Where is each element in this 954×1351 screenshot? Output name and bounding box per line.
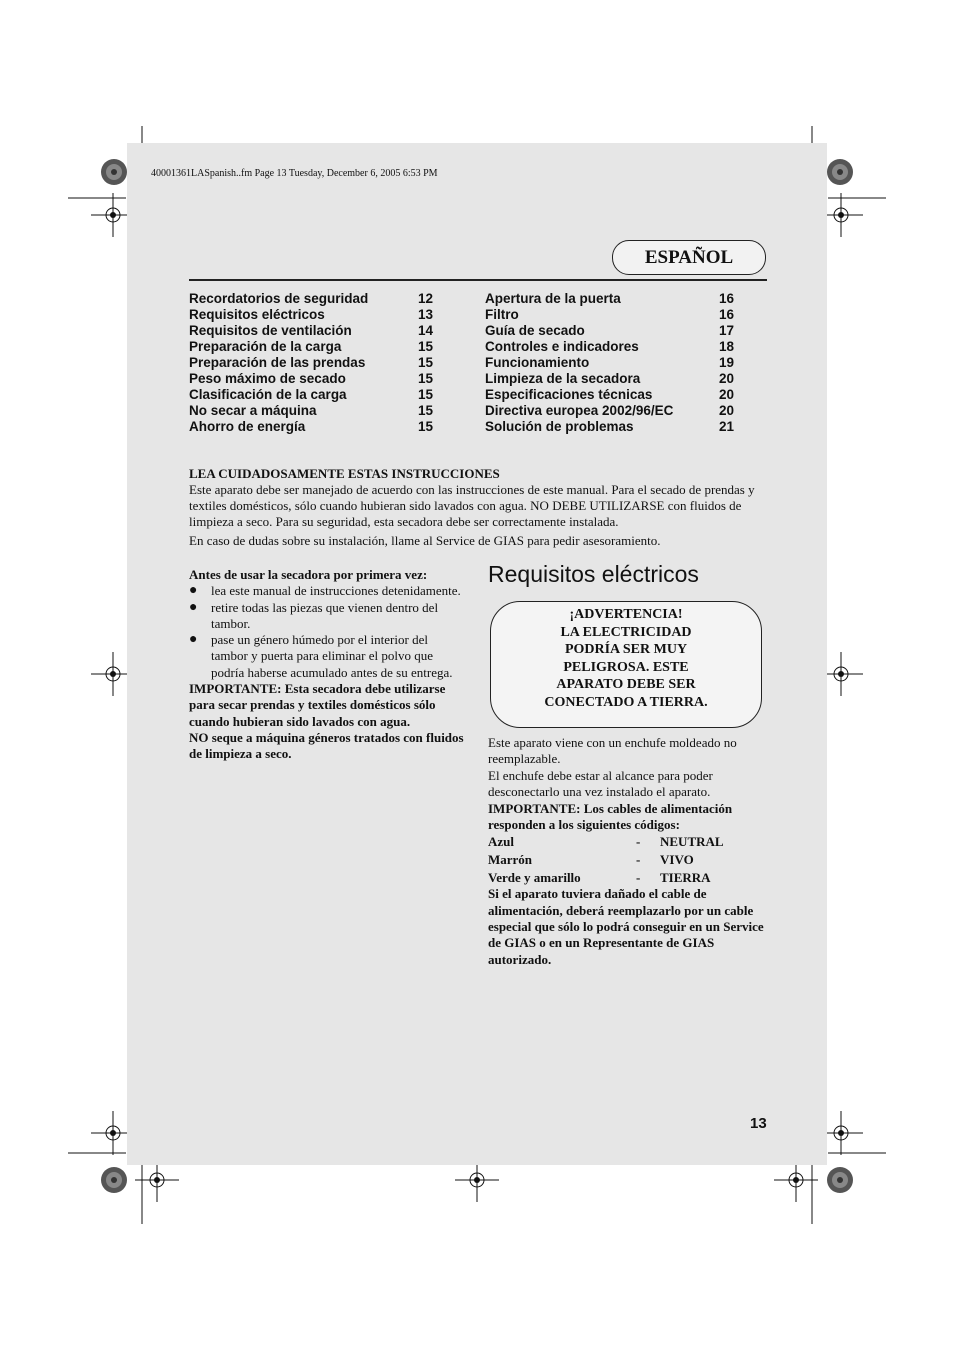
warning-line: ¡ADVERTENCIA! <box>569 607 683 622</box>
important-note: IMPORTANTE: Esta secadora debe utilizarse para secar prendas y textiles domésticos sólo cuando hubieran sido lavados con agua. <box>189 681 446 729</box>
cable-dash: - <box>636 834 641 850</box>
toc-entry-label: Peso máximo de secado <box>189 371 346 386</box>
toc-entry-label: Directiva europea 2002/96/EC <box>485 403 674 418</box>
toc-entry-label: Filtro <box>485 307 519 322</box>
page-number: 13 <box>750 1115 767 1132</box>
language-badge: ESPAÑOL <box>612 240 766 275</box>
toc-entry-page: 16 <box>719 291 735 306</box>
plug-access-paragraph: El enchufe debe estar al alcance para poder desconectarlo una vez instalado el aparato. <box>488 767 713 800</box>
toc-entry-page: 20 <box>719 403 735 418</box>
bullet-item <box>189 600 465 633</box>
cable-meaning: TIERRA <box>660 869 711 885</box>
toc-entry-page: 15 <box>418 387 434 402</box>
toc-entry-page: 20 <box>719 387 735 402</box>
bullet-item <box>189 632 465 681</box>
cable-code-row <box>488 851 768 869</box>
toc-entry-label: Requisitos de ventilación <box>189 323 352 338</box>
toc-entry-page: 15 <box>418 371 434 386</box>
toc-entry-page: 15 <box>418 419 434 434</box>
toc-entry-page: 19 <box>719 355 735 370</box>
intro-body <box>189 482 767 549</box>
toc-entry[interactable] <box>189 307 433 323</box>
bullet-icon: ● <box>189 583 198 599</box>
toc-entry[interactable] <box>485 403 734 419</box>
toc-entry-label: Controles e indicadores <box>485 339 639 354</box>
intro-paragraph: En caso de dudas sobre su instalación, llame al Service de GIAS para pedir asesoramiento. <box>189 533 661 548</box>
cable-color: Marrón <box>488 852 533 868</box>
warning-line: CONECTADO A TIERRA. <box>544 694 708 710</box>
electrical-section <box>488 735 768 968</box>
toc-entry-page: 14 <box>418 323 434 338</box>
toc-entry[interactable] <box>189 323 433 339</box>
toc-entry[interactable] <box>189 371 433 387</box>
toc-entry-page: 18 <box>719 339 735 354</box>
toc-entry[interactable] <box>485 307 734 323</box>
toc-entry-label: Preparación de las prendas <box>189 355 366 370</box>
cable-code-row <box>488 833 768 851</box>
header-rule <box>189 279 767 281</box>
warning-box <box>490 601 762 728</box>
toc-entry-page: 15 <box>418 339 434 354</box>
toc-entry-label: Preparación de la carga <box>189 339 342 354</box>
toc-entry-page: 15 <box>418 403 434 418</box>
cable-code-row <box>488 869 768 887</box>
toc-entry-label: No secar a máquina <box>189 403 317 418</box>
dry-clean-warning: NO seque a máquina géneros tratados con fluidos de limpieza a seco. <box>189 729 464 762</box>
file-info-header: 40001361LASpanish..fm Page 13 Tuesday, December 6, 2005 6:53 PM <box>151 168 438 179</box>
first-use-section <box>189 567 465 763</box>
bullet-icon: ● <box>189 599 198 615</box>
toc-entry[interactable] <box>189 387 433 403</box>
toc-entry[interactable] <box>189 355 433 371</box>
toc-entry-page: 17 <box>719 323 735 338</box>
cable-color: Azul <box>488 834 514 850</box>
plug-paragraph: Este aparato viene con un enchufe moldeado no reemplazable. <box>488 735 737 767</box>
toc-right-column <box>485 291 734 435</box>
toc-entry[interactable] <box>189 403 433 419</box>
first-use-heading: Antes de usar la secadora por primera vez: <box>189 567 428 582</box>
cable-dash: - <box>636 869 641 885</box>
warning-line: PELIGROSA. ESTE <box>563 659 689 675</box>
toc-entry-label: Clasificación de la carga <box>189 387 347 402</box>
bullet-text: pase un género húmedo por el interior del tambor y puerta para eliminar el polvo que podría haberse acumulado antes de su entrega. <box>211 632 453 680</box>
warning-line: PODRÍA SER MUY <box>564 642 688 658</box>
cable-color: Verde y amarillo <box>488 869 581 885</box>
toc-entry[interactable] <box>485 355 734 371</box>
toc-entry[interactable] <box>485 419 734 435</box>
toc-entry-label: Ahorro de energía <box>189 419 306 434</box>
toc-entry-label: Requisitos eléctricos <box>189 307 325 322</box>
cable-meaning: VIVO <box>660 852 694 868</box>
bullet-icon: ● <box>189 632 198 648</box>
toc-entry[interactable] <box>485 387 734 403</box>
toc-entry[interactable] <box>485 371 734 387</box>
toc-entry-label: Guía de secado <box>485 323 585 338</box>
toc-entry[interactable] <box>485 323 734 339</box>
cable-dash: - <box>636 852 641 868</box>
toc-entry-page: 16 <box>719 307 735 322</box>
warning-text <box>491 606 761 712</box>
toc-entry-page: 21 <box>719 419 735 434</box>
replacement-cable-note: Si el aparato tuviera dañado el cable de alimentación, deberá reemplazarlo por un cable especial que sólo lo podrá conseguir en un Service de GIAS o en un Representante de GIAS autorizado. <box>488 886 764 967</box>
section-heading: Requisitos eléctricos <box>488 561 699 587</box>
toc-entry-label: Especificaciones técnicas <box>485 387 653 402</box>
toc-entry[interactable] <box>189 339 433 355</box>
toc-entry-label: Solución de problemas <box>485 419 634 434</box>
toc-entry-label: Limpieza de la secadora <box>485 371 641 386</box>
warning-line: LA ELECTRICIDAD <box>560 624 692 640</box>
bullet-text: lea este manual de instrucciones detenidamente. <box>211 583 461 599</box>
bullet-text: retire todas las piezas que vienen dentro del tambor. <box>211 599 439 631</box>
toc-left-column <box>189 291 433 435</box>
intro-title: LEA CUIDADOSAMENTE ESTAS INSTRUCCIONES <box>189 466 500 481</box>
toc-entry[interactable] <box>485 291 734 307</box>
bullet-item <box>189 583 465 599</box>
toc-entry[interactable] <box>485 339 734 355</box>
intro-paragraph: Este aparato debe ser manejado de acuerdo con las instrucciones de este manual. Para el secado de prendas y textiles domésticos, sólo cuando hubieran sido lavados con agua. NO DEBE UTILIZARSE con fluidos de limpieza a seco. Para su seguridad, esta secadora debe ser correctamente instalada. <box>189 482 755 529</box>
toc-entry-page: 13 <box>418 307 434 322</box>
toc-entry-label: Funcionamiento <box>485 355 590 370</box>
toc-entry-page: 12 <box>418 291 434 306</box>
cable-codes-intro: IMPORTANTE: Los cables de alimentación responden a los siguientes códigos: <box>488 800 733 833</box>
toc-entry[interactable] <box>189 419 433 435</box>
toc-entry-page: 15 <box>418 355 434 370</box>
toc-entry[interactable] <box>189 291 433 307</box>
toc-entry-page: 20 <box>719 371 735 386</box>
toc-entry-label: Recordatorios de seguridad <box>189 291 369 306</box>
toc-entry-label: Apertura de la puerta <box>485 291 621 306</box>
warning-line: APARATO DEBE SER <box>556 677 696 693</box>
manual-page <box>127 143 827 1165</box>
cable-meaning: NEUTRAL <box>660 834 724 850</box>
